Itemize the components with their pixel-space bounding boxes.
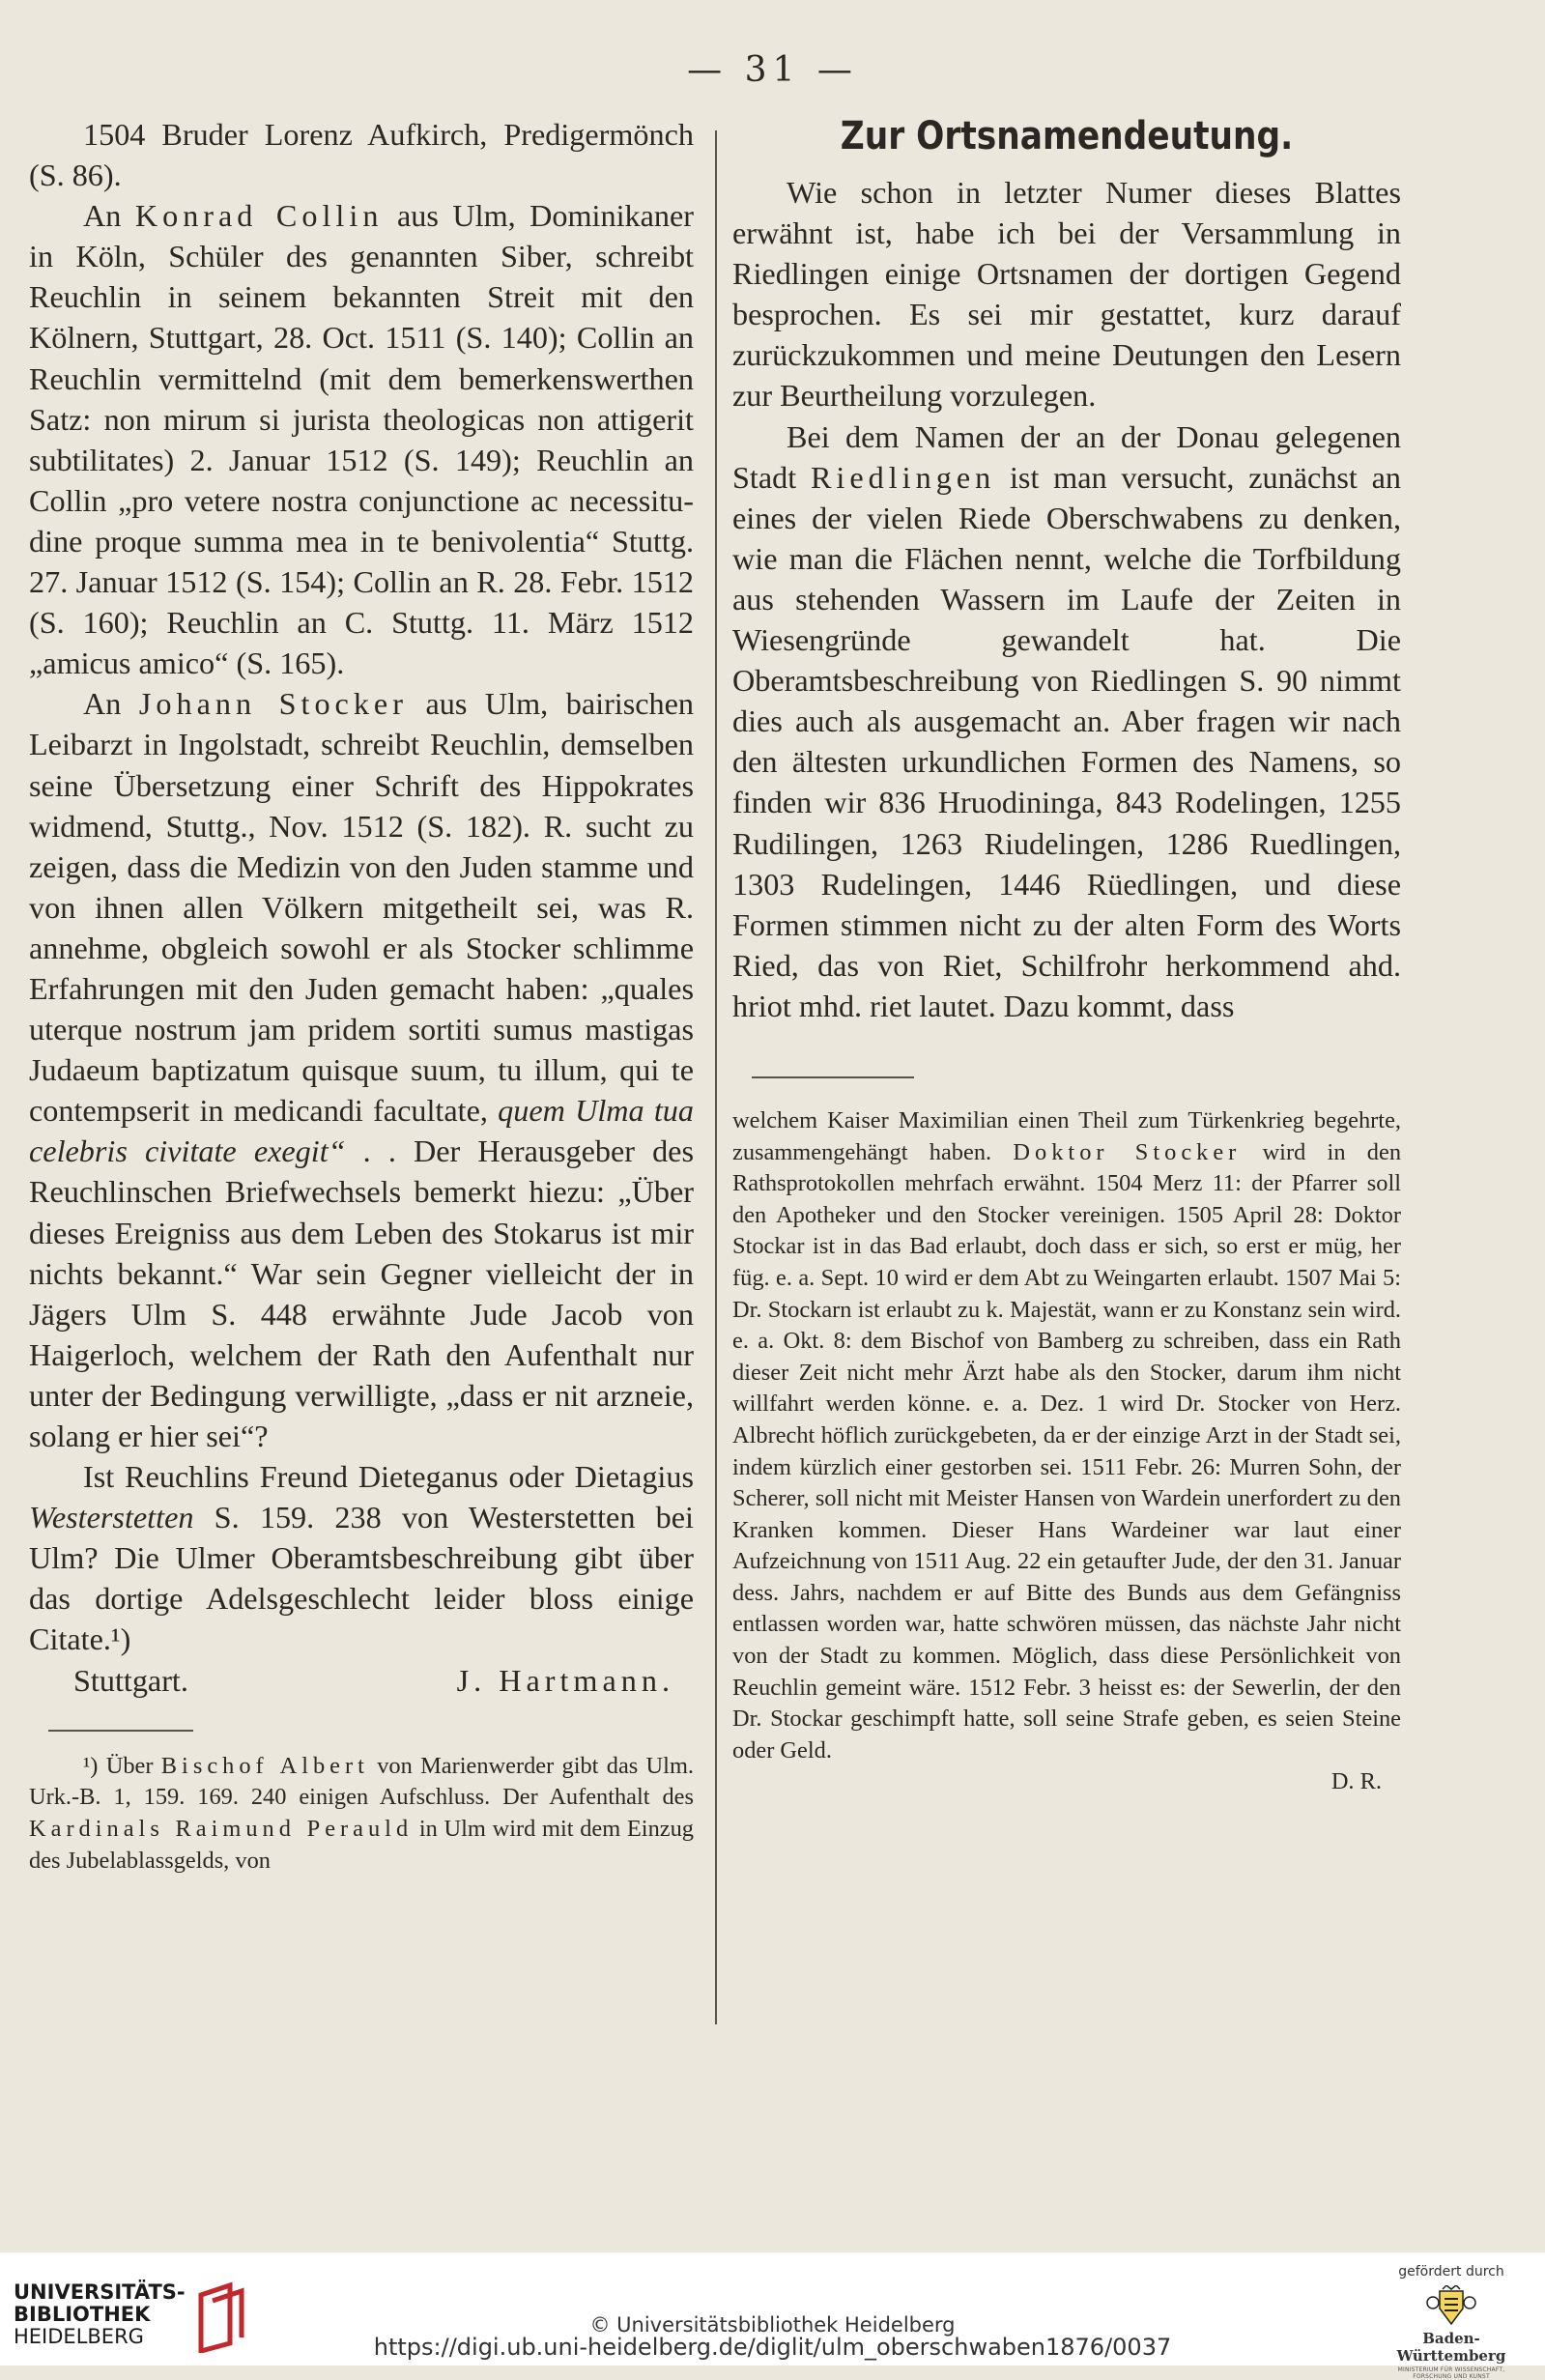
- sponsor-ministry: MINISTERIUM FÜR WISSENSCHAFT, FORSCHUNG UND KUNST: [1397, 2366, 1505, 2380]
- sponsor-label: gefördert durch: [1398, 2264, 1504, 2280]
- paragraph: [29, 1456, 694, 1659]
- library-name-line: BIBLIOTHEK: [14, 2303, 151, 2326]
- right-column: [732, 114, 1401, 1798]
- viewer-footer: [0, 2252, 1545, 2380]
- library-name-line: UNIVERSITÄTS-: [14, 2280, 186, 2304]
- paragraph: Wie schon in letzter Numer dieses Blattes erwähnt ist, habe ich bei der Versammlung in Riedlingen einige Ortsnamen der dortigen Gegend besprochen. Es sei mir gestattet, kurz darauf zurückzukommen und meine Deutungen den Lesern zur Beurtheilung vorzulegen.: [732, 175, 1401, 414]
- column-divider: [715, 130, 717, 2024]
- left-column: [29, 114, 694, 1877]
- library-name-line: HEIDELBERG: [14, 2325, 144, 2348]
- text-run: ist man versucht, zunächst an eines der vielen Riede Oberschwabens zu denken, wie man die Flächen nennt, welche die Torfbildung aus stehenden Wassern im Laufe der Zeiten in Wiesengründe gewandelt hat. Die Oberamtsbeschreibung von Riedlingen S. 90 nimmt dies auch als ausgemacht an. Aber fragen wir nach den ältesten urkundlichen Formen des Namens, so finden wir 836 Hruodininga, 843 Rodelingen, 1255 Rudilingen, 1263 Riudelingen, 1286 Ruedlingen, 1303 Rudelingen, 1446 Rüedlingen, und diese Formen stimmen nicht zu der alten Form des Worts Ried, das von Riet, Schilfrohr herkommend ahd. hriot mhd. riet lautet. Dazu kommt, dass: [732, 459, 1402, 1023]
- person-name: Johann Stocker: [138, 686, 408, 722]
- italic-name: Westerstetten: [29, 1500, 194, 1535]
- paragraph: [29, 195, 694, 683]
- footnote-continuation: [732, 1105, 1401, 1766]
- italic-quote: quem Ulma tua celebris civitate exegit“: [29, 1093, 694, 1169]
- paragraph: [29, 683, 694, 1456]
- place-name: Riedlingen: [810, 459, 996, 495]
- text-run: welchem Kaiser Maximilian einen Theil zum Türkenkrieg begehrte, zusammengehängt haben.: [732, 1106, 1401, 1165]
- signature-place: Stuttgart.: [73, 1662, 188, 1698]
- text-run: aus Ulm, bairischen Leibarzt in Ingolstadt, schreibt Reuchlin, demselben seine Übersetzung einer Schrift des Hippokrates widmend, Stuttg., Nov. 1512 (S. 182). R. sucht zu zeigen, dass die Medizin von den Juden stamme und von ihnen allen Völkern mitgetheilt sei, was R. annehme, obgleich sowohl er als Stocker schlimme Erfahrungen mit den Juden gemacht haben: „quales uterque nostrum jam pridem sortiti sumus mastigas Judaeum baptizatum quisque suum, tu illum, qui te contempserit in medicandi facultate,: [29, 686, 695, 1129]
- text-run: Ist Reuchlins Freund Dieteganus oder Dietagius: [83, 1459, 694, 1495]
- person-name: Konrad Collin: [134, 198, 384, 234]
- text-run: in Ulm wird mit dem Einzug des Jubelablassgelds, von: [29, 1816, 694, 1874]
- text-run: ¹) Über: [83, 1752, 161, 1779]
- footnote-divider: [752, 1076, 914, 1078]
- copyright-notice: [0, 2314, 1545, 2359]
- paragraph: 1504 Bruder Lorenz Aufkirch, Predigermönch (S. 86).: [29, 117, 694, 193]
- person-name: Kardinals Raimund Perauld: [29, 1816, 414, 1843]
- text-run: . . Der Herausgeber des Reuchlinschen Briefwechsels bemerkt hiezu: „Über dieses Ereigniss aus dem Leben des Stokarus ist mir nichts bekannt.“ War sein Gegner vielleicht der in Jägers Ulm S. 448 erwähnte Jude Jacob von Haigerloch, welchem der Rath den Aufenthalt nur unter der Bedingung verwilligte, „dass er nit arzneie, solang er hier sei“?: [29, 1133, 694, 1453]
- text-run: aus Ulm, Dominikaner in Köln, Schüler des genannten Siber, schreibt Reuchlin in seinem bekannten Streit mit den Kölnern, Stuttgart, 28. Oct. 1511 (S. 140); Collin an Reuchlin vermittelnd (mit dem bemerkenswerthen Satz: non mirum si jurista theologicas non attigerit subtilitates) 2. Januar 1512 (S. 149); Reuchlin an Collin „pro vetere nostra conjunctione ac necessitudine proque summa mea in te benivolentia“ Stuttg. 27. Januar 1512 (S. 154); Collin an R. 28. Febr. 1512 (S. 160); Reuchlin an C. Stuttg. 11. März 1512 „amicus amico“ (S. 165).: [29, 198, 695, 681]
- article-title: Zur Ortsnamendeutung.: [840, 114, 1294, 158]
- permalink[interactable]: https://digi.ub.uni-heidelberg.de/diglit/ulm_oberschwaben1876/0037: [373, 2334, 1172, 2361]
- sponsor-block: [1379, 2264, 1524, 2380]
- sponsor-name: Baden-Württemberg: [1396, 2330, 1506, 2365]
- person-name: Doktor Stocker: [1013, 1138, 1242, 1165]
- text-run: An: [83, 686, 139, 722]
- text-run: von Marienwerder gibt das Ulm. Urk.-B. 1, 159. 169. 240 einigen Aufschluss. Der Aufenthalt des: [29, 1752, 695, 1811]
- paragraph: [732, 416, 1401, 1026]
- state-crest-icon: [1425, 2285, 1477, 2328]
- footnote: [29, 1751, 694, 1878]
- footnote-signature: D. R.: [1330, 1768, 1382, 1795]
- person-name: Bischof Albert: [160, 1752, 369, 1779]
- signature-name: J. Hartmann.: [456, 1662, 674, 1698]
- text-run: Bei dem Namen der an der Donau gelegenen Stadt: [732, 418, 1401, 495]
- page-number: — 31 —: [687, 50, 858, 90]
- text-run: S. 159. 238 von Westerstetten bei Ulm? Die Ulmer Oberamtsbeschreibung gibt über das dortige Adelsgeschlecht leider bloss einige Citate.¹): [29, 1500, 694, 1657]
- text-run: wird in den Rathsprotokollen mehrfach erwähnt. 1504 Merz 11: der Pfarrer soll den Apotheker und den Stocker vereinigen. 1505 April 28: Doktor Stockar ist in das Bad erlaubt, doch dass er sich, so erst er müg, her füg. e. a. Sept. 10 wird er dem Abt zu Weingarten erlaubt. 1507 Mai 5: Dr. Stockarn ist erlaubt zu k. Majestät, wann er zu Konstanz sein wird. e. a. Okt. 8: dem Bischof von Bamberg zu schreiben, dass ein Rath dieser Zeit nicht mehr Ärzt habe als den Stocker, darum ihm nicht willfahrt werden könne. e. a. Dez. 1 wird Dr. Stocker von Herz. Albrecht höflich zurückgebeten, da er der einzige Arzt in der Stadt sei, indem kürzlich einer gestorben sei. 1511 Febr. 26: Murren Sohn, der Scherer, soll nicht mit Meister Hansen von Wardein unerfordert zu den Kranken kommen. Dieser Hans Wardeiner war laut einer Aufzeichnung von 1511 Aug. 22 ein getaufter Jude, der den 31. Januar dess. Jahrs, nachdem er auf Bitte des Bunds aus dem Gefängniss entlassen worden war, hatte schwören müssen, das nächste Jahr nicht von der Stadt zu kommen. Möglich, dass diese Persönlichkeit von Reuchlin gemeint wäre. 1512 Febr. 3 heisst es: der Sewerlin, der den Dr. Stockar geschimpft hatte, soll seine Strafe geben, es seien Steine oder Geld.: [732, 1138, 1402, 1763]
- copyright-text: © Universitätsbibliothek Heidelberg: [589, 2313, 956, 2337]
- text-run: An: [83, 198, 135, 234]
- footnote-divider: [48, 1730, 193, 1732]
- signature: [29, 1660, 694, 1701]
